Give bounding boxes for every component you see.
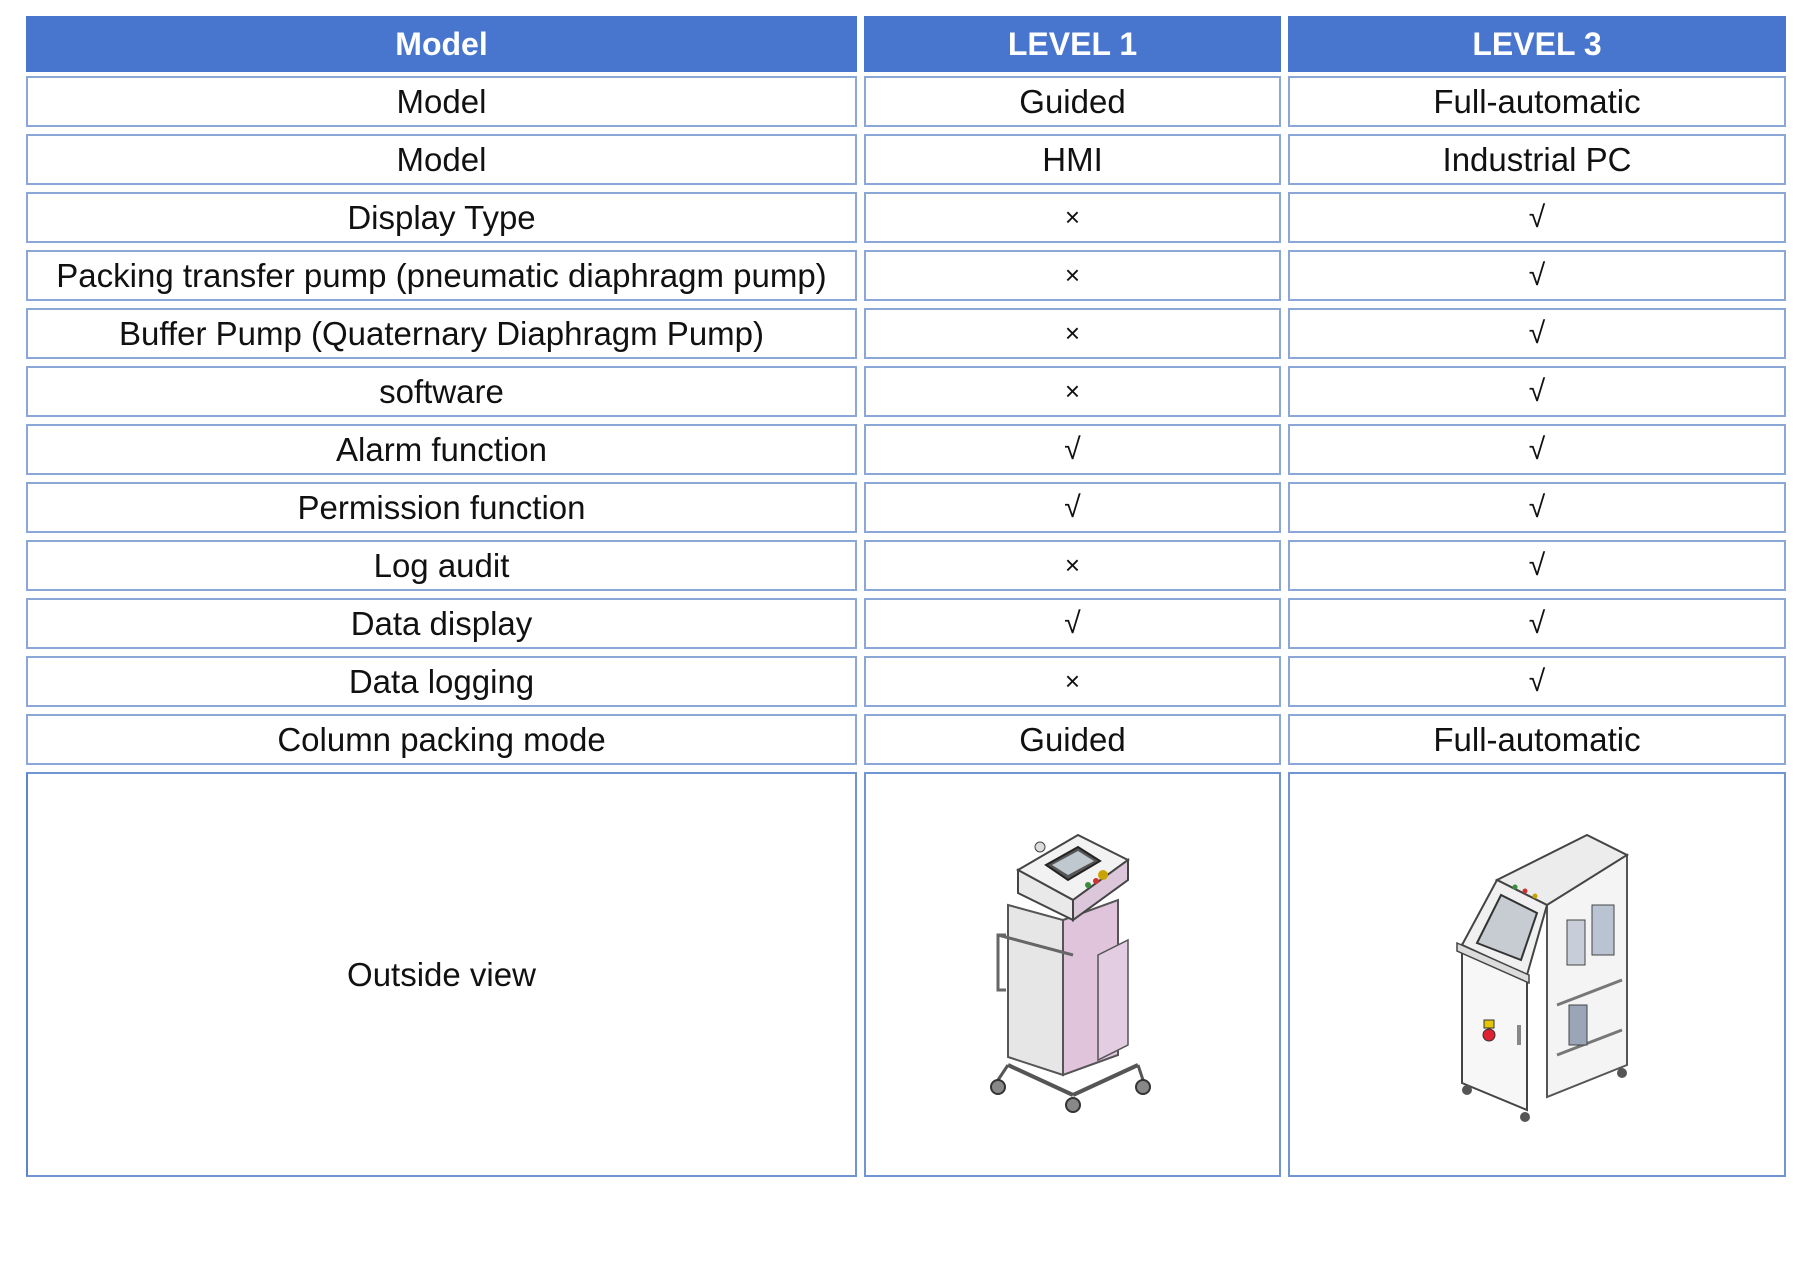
table-row [26, 424, 1786, 475]
table-row [26, 192, 1786, 243]
level-3-cell: √ [1288, 424, 1786, 475]
level-3-image-cell [1288, 772, 1786, 1177]
feature-cell: Log audit [26, 540, 857, 591]
feature-cell: Permission function [26, 482, 857, 533]
level-1-cell: √ [864, 482, 1281, 533]
level-1-cell: √ [864, 424, 1281, 475]
level-3-cell: Full-automatic [1288, 714, 1786, 765]
level-1-cell: Guided [864, 76, 1281, 127]
spec-comparison-table [26, 16, 1786, 1184]
feature-cell: software [26, 366, 857, 417]
level-1-cell: × [864, 250, 1281, 301]
feature-cell: Data logging [26, 656, 857, 707]
table-row [26, 308, 1786, 359]
level-1-cell: × [864, 192, 1281, 243]
level-1-cell: Guided [864, 714, 1281, 765]
feature-cell: Alarm function [26, 424, 857, 475]
level-3-cell: Industrial PC [1288, 134, 1786, 185]
outside-view-row [26, 772, 1786, 1177]
level-1-cell: × [864, 540, 1281, 591]
table-row [26, 598, 1786, 649]
table-row [26, 714, 1786, 765]
level-1-cell: × [864, 308, 1281, 359]
level-1-cell: HMI [864, 134, 1281, 185]
level-3-cell: √ [1288, 482, 1786, 533]
header-model: Model [26, 16, 857, 72]
table-row [26, 540, 1786, 591]
level-3-cabinet-unit-image [1437, 825, 1637, 1125]
level-3-cell: √ [1288, 192, 1786, 243]
table-row [26, 134, 1786, 185]
table-row [26, 76, 1786, 127]
feature-cell: Column packing mode [26, 714, 857, 765]
header-level-3: LEVEL 3 [1288, 16, 1786, 72]
table-row [26, 366, 1786, 417]
table-row [26, 656, 1786, 707]
level-1-cart-unit-image [978, 825, 1168, 1125]
feature-cell: Display Type [26, 192, 857, 243]
header-level-1: LEVEL 1 [864, 16, 1281, 72]
table-row [26, 250, 1786, 301]
level-3-cell: √ [1288, 656, 1786, 707]
level-3-cell: √ [1288, 250, 1786, 301]
level-1-image-cell [864, 772, 1281, 1177]
level-1-cell: × [864, 366, 1281, 417]
table-row [26, 482, 1786, 533]
feature-cell: Data display [26, 598, 857, 649]
level-3-cell: √ [1288, 598, 1786, 649]
table-header [26, 16, 1786, 72]
feature-cell: Buffer Pump (Quaternary Diaphragm Pump) [26, 308, 857, 359]
level-1-cell: × [864, 656, 1281, 707]
feature-cell: Packing transfer pump (pneumatic diaphragm pump) [26, 250, 857, 301]
level-3-cell: √ [1288, 540, 1786, 591]
level-3-cell: √ [1288, 308, 1786, 359]
outside-view-label: Outside view [26, 772, 857, 1177]
level-3-cell: Full-automatic [1288, 76, 1786, 127]
feature-cell: Model [26, 134, 857, 185]
level-3-cell: √ [1288, 366, 1786, 417]
level-1-cell: √ [864, 598, 1281, 649]
feature-cell: Model [26, 76, 857, 127]
